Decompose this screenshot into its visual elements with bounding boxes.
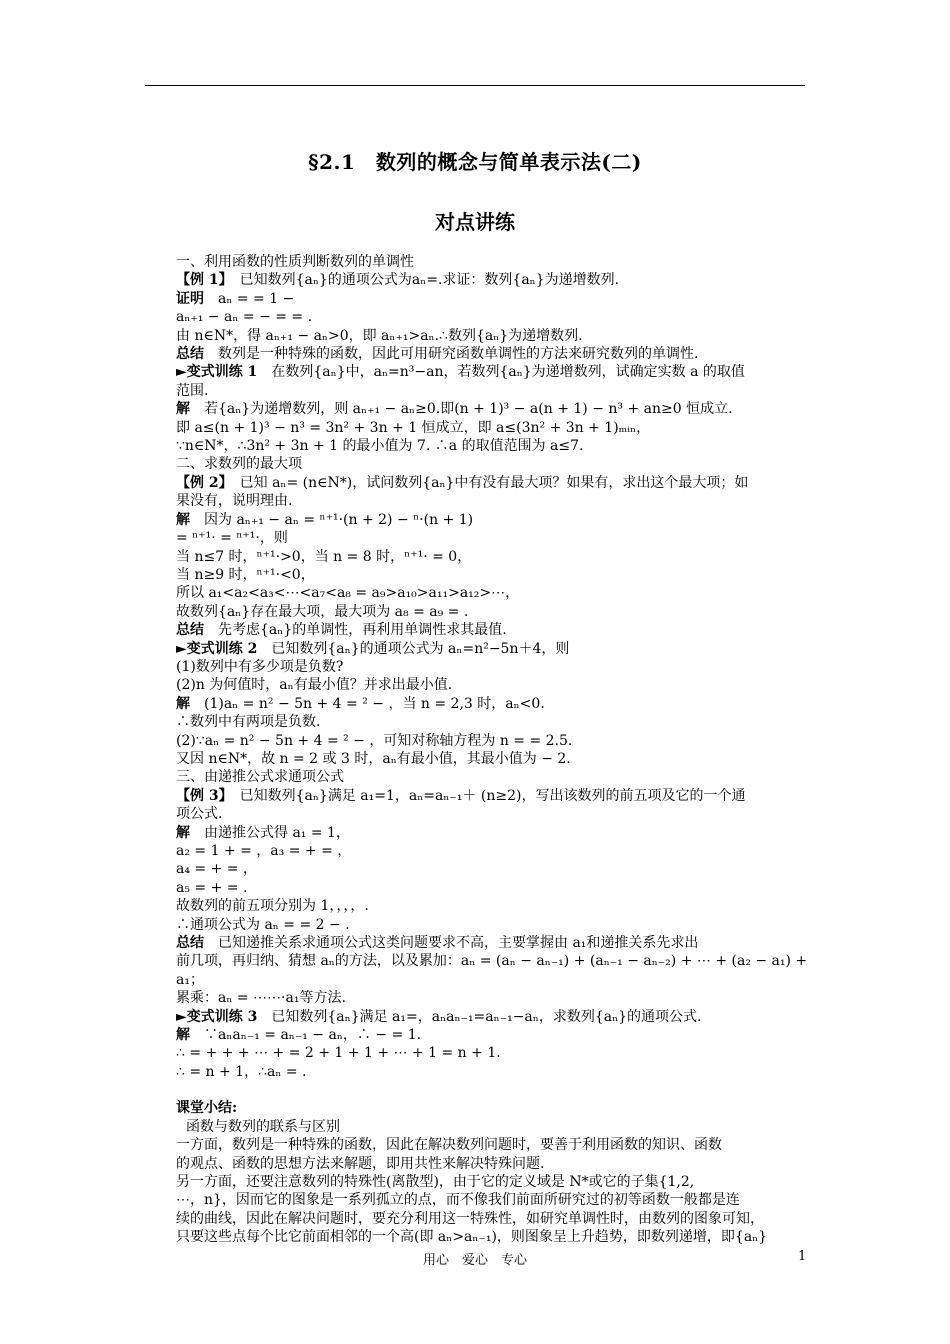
line-text: 数列是一种特殊的函数，因此可用研究函数单调性的方法来研究数列的单调性.: [204, 346, 699, 363]
line-text: ∴数列中有两项是负数.: [176, 714, 321, 731]
line-text: (1)数列中有多少项是负数?: [176, 658, 344, 675]
summary-line: 续的曲线，因此在解决问题时，要充分利用这一特殊性，如研究单调性时，由数列的图象可知，: [176, 1210, 764, 1227]
text-line: [176, 603, 808, 621]
document-body: [176, 253, 808, 1247]
line-text: = ⁿ⁺¹· = ⁿ⁺¹·，则: [176, 530, 288, 547]
line-text: aₙ = = 1 −: [204, 290, 295, 307]
text-line: [176, 345, 808, 363]
line-text: 即 a≤(n + 1)³ − n³ = 3n² + 3n + 1 恒成立，即 a≤(3n² + 3n + 1)ₘᵢₙ，: [176, 419, 651, 436]
text-line: [176, 548, 808, 566]
text-line: [176, 1044, 808, 1062]
text-line: [176, 1008, 808, 1026]
section-subtitle: 对点讲练: [435, 210, 515, 234]
line-text: 当 n≥9 时，ⁿ⁺¹·<0，: [176, 566, 315, 583]
text-line: [176, 511, 808, 529]
text-line: [176, 1063, 808, 1081]
page-title: §2.1 数列的概念与简单表示法(二): [308, 150, 642, 174]
line-text: 若{aₙ}为递增数列，则 aₙ₊₁ − aₙ≥0.即(n + 1)³ − a(n + 1) − n³ + an≥0 恒成立.: [190, 401, 733, 418]
text-line: [176, 1026, 808, 1044]
line-text: ∵aₙaₙ₋₁ = aₙ₋₁ − aₙ，∴ − = 1.: [190, 1027, 422, 1044]
line-label: 证明: [176, 290, 204, 307]
line-label: 解: [176, 511, 190, 528]
text-line: [176, 732, 808, 750]
line-text: (2)n 为何值时，aₙ有最小值？并求出最小值.: [176, 677, 453, 694]
text-line: [176, 897, 808, 915]
line-text: 累乘：aₙ = ⋯⋯·a₁等方法.: [176, 990, 346, 1007]
text-line: [176, 327, 808, 345]
line-text: 三、由递推公式求通项公式: [176, 769, 344, 786]
text-line: [176, 805, 808, 823]
line-text: 果没有，说明理由.: [176, 493, 293, 510]
text-line: [176, 308, 808, 326]
text-line: [176, 290, 808, 308]
line-text: ∴ = + + + ⋯ + = 2 + 1 + 1 + ⋯ + 1 = n + 1.: [176, 1045, 501, 1062]
line-label: 解: [176, 824, 190, 841]
spacer: [176, 1081, 808, 1099]
text-line: [176, 455, 808, 473]
line-text: 由 n∈N*，得 aₙ₊₁ − aₙ>0，即 aₙ₊₁>aₙ.∴数列{aₙ}为递增数列.: [176, 327, 583, 344]
page-number: 1: [798, 1249, 807, 1264]
line-text: 已知数列{aₙ}的通项公式为aₙ=.求证：数列{aₙ}为递增数列.: [225, 272, 620, 289]
text-line: [176, 492, 808, 510]
line-text: 先考虑{aₙ}的单调性，再利用单调性求其最值.: [204, 622, 507, 639]
text-line: [176, 640, 808, 658]
text-line: [176, 952, 808, 989]
line-text: 所以 a₁<a₂<a₃<⋯<a₇<a₈ = a₉>a₁₀>a₁₁>a₁₂>⋯，: [176, 585, 520, 602]
text-line: [176, 529, 808, 547]
line-label: ►变式训练 2: [176, 640, 258, 657]
line-text: 由递推公式得 a₁ = 1，: [190, 824, 350, 841]
line-label: 【例 2】: [176, 474, 226, 491]
text-line: [176, 382, 808, 400]
line-text: ∴ = n + 1，∴aₙ = .: [176, 1063, 307, 1080]
summary-line: 一方面，数列是一种特殊的函数，因此在解决数列问题时，要善于利用函数的知识、函数: [176, 1137, 722, 1154]
text-line: [176, 363, 808, 381]
line-text: 故数列{aₙ}存在最大项，最大项为 a₈ = a₉ = .: [176, 603, 469, 620]
line-text: 又因 n∈N*，故 n = 2 或 3 时，aₙ有最小值，其最小值为 − 2.: [176, 750, 571, 767]
text-line: [176, 768, 808, 786]
line-label: 解: [176, 401, 190, 418]
footer-motto: 用心 爱心 专心: [422, 1253, 527, 1268]
text-line: [176, 437, 808, 455]
line-label: 解: [176, 695, 190, 712]
line-text: aₙ₊₁ − aₙ = − = = .: [176, 309, 313, 326]
text-line: [176, 676, 808, 694]
line-text: 已知 aₙ= (n∈N*)，试问数列{aₙ}中有没有最大项？如果有，求出这个最大项；如: [225, 474, 749, 491]
line-text: a₅ = + = .: [176, 879, 248, 896]
text-line: [176, 824, 808, 842]
text-line: [176, 916, 808, 934]
line-text: (1)aₙ = n² − 5n + 4 = ² − ，当 n = 2,3 时，aₙ<0.: [190, 695, 545, 712]
summary-line: 的观点、函数的思想方法来解题，即用共性来解决特殊问题.: [176, 1155, 545, 1172]
line-text: 项公式.: [176, 806, 223, 823]
text-line: [176, 750, 808, 768]
text-line: [176, 474, 808, 492]
line-label: 总结: [176, 935, 204, 952]
line-text: 前几项，再归纳、猜想 aₙ的方法，以及累加：aₙ = (aₙ − aₙ₋₁) + (aₙ₋₁ − aₙ₋₂) + ⋯ + (a₂ − a₁) + a₁；: [176, 953, 808, 988]
text-line: [176, 400, 808, 418]
line-text: 范围.: [176, 382, 209, 399]
line-text: 已知数列{aₙ}满足 a₁=1，aₙ=aₙ₋₁＋ (n≥2)，写出该数列的前五项及它的一个通: [225, 787, 746, 804]
text-line: [176, 695, 808, 713]
line-text: 已知递推关系求通项公式这类问题要求不高，主要掌握由 a₁和递推关系先求出: [204, 935, 699, 952]
text-line: [176, 419, 808, 437]
text-line: [176, 271, 808, 289]
line-text: 故数列的前五项分别为 1，，，，.: [176, 898, 369, 915]
text-line: [176, 787, 808, 805]
line-text: 当 n≤7 时，ⁿ⁺¹·>0，当 n = 8 时，ⁿ⁺¹· = 0，: [176, 548, 472, 565]
header-rule: [145, 85, 805, 86]
text-line: [176, 621, 808, 639]
line-text: ∴通项公式为 aₙ = = 2 − .: [176, 916, 350, 933]
line-text: 因为 aₙ₊₁ − aₙ = ⁿ⁺¹·(n + 2) − ⁿ·(n + 1): [190, 511, 474, 528]
line-text: 一、利用函数的性质判断数列的单调性: [176, 254, 414, 270]
text-line: [176, 989, 808, 1007]
line-label: 【例 3】: [176, 787, 226, 804]
line-text: a₄ = + = ，: [176, 861, 257, 878]
line-text: 已知数列{aₙ}满足 a₁=，aₙaₙ₋₁=aₙ₋₁−aₙ，求数列{aₙ}的通项公式.: [257, 1008, 702, 1025]
line-label: 【例 1】: [176, 272, 226, 289]
summary-line: ⋯，n}，因而它的图象是一系列孤立的点，而不像我们前面所研究过的初等函数一般都是连: [176, 1192, 740, 1209]
text-line: [176, 658, 808, 676]
summary-heading: 课堂小结:: [176, 1100, 238, 1117]
summary-line: 只要这些点每个比它前面相邻的一个高(即 aₙ>aₙ₋₁)，则图象呈上升趋势，即数列递增，即{aₙ}: [176, 1229, 768, 1246]
line-text: ∵n∈N*，∴3n² + 3n + 1 的最小值为 7. ∴a 的取值范围为 a≤7.: [176, 438, 584, 455]
text-line: [176, 584, 808, 602]
line-label: 总结: [176, 622, 204, 639]
text-line: [176, 713, 808, 731]
text-line: [176, 842, 808, 860]
line-text: 在数列{aₙ}中，aₙ=n³−an，若数列{aₙ}为递增数列，试确定实数 a 的取值: [257, 364, 745, 381]
line-text: 已知数列{aₙ}的通项公式为 aₙ=n²−5n＋4，则: [257, 640, 570, 657]
text-line: [176, 934, 808, 952]
text-line: [176, 879, 808, 897]
text-line: [176, 253, 808, 271]
text-line: [176, 566, 808, 584]
line-label: ►变式训练 3: [176, 1008, 258, 1025]
text-line: [176, 860, 808, 878]
line-text: (2)∵aₙ = n² − 5n + 4 = ² − ，可知对称轴方程为 n = = 2.5.: [176, 732, 573, 749]
line-label: 解: [176, 1027, 190, 1044]
line-text: a₂ = 1 + = ，a₃ = + = ，: [176, 843, 352, 859]
line-text: 二、求数列的最大项: [176, 456, 302, 473]
line-label: 总结: [176, 346, 204, 363]
summary-line: 函数与数列的联系与区别: [186, 1118, 340, 1135]
summary-line: 另一方面，还要注意数列的特殊性(离散型)，由于它的定义域是 N*或它的子集{1,2,: [176, 1173, 695, 1190]
line-label: ►变式训练 1: [176, 364, 258, 381]
